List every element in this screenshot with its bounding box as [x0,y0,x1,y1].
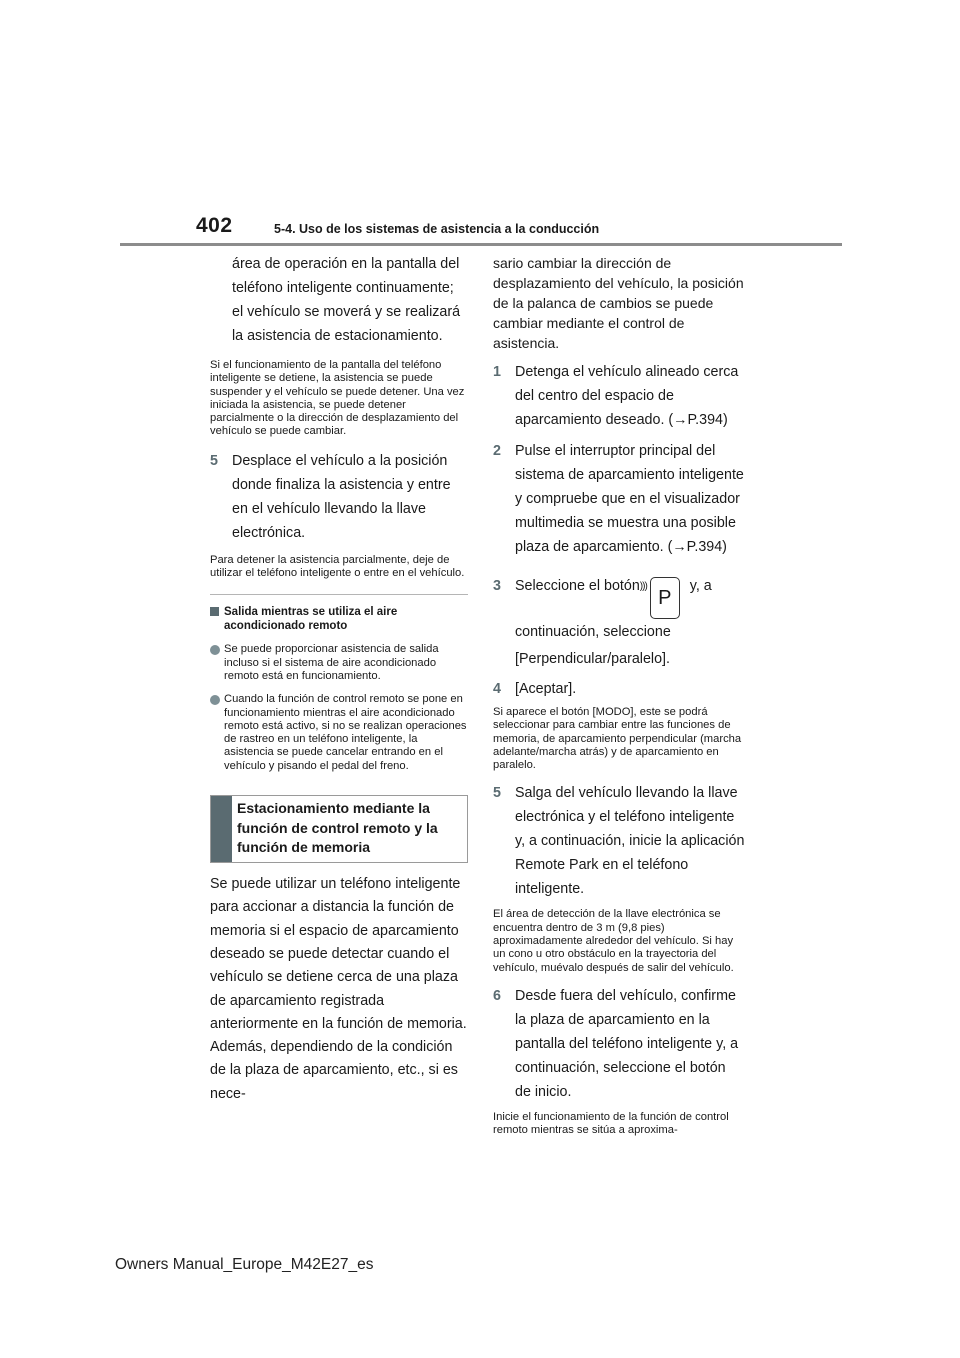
subsection-heading: Salida mientras se utiliza el aire acondicionado remoto [210,605,468,633]
step-number: 5 [493,785,501,802]
intro-continued: sario cambiar la dirección de desplazamiento del vehículo, la posición de la palanca de cambios se puede cambiar mediante el control de asistencia. [493,255,744,351]
step-text: Seleccione el botón [515,578,640,594]
step-4 [493,677,745,701]
note-paragraph: El área de detección de la llave electrónica se encuentra dentro de 3 m (9,8 pies) aproximadamente alrededor del vehículo. Si hay un cono u otro obstáculo en la trayectoria del vehículo, muévalo después de salir del vehículo. [493,908,734,974]
step-number: 1 [493,364,501,380]
circle-bullet-icon [210,645,220,655]
note-paragraph: Si el funcionamiento de la pantalla del teléfono inteligente se detiene, la asistencia se puede suspender y el vehículo se puede detener. Una vez iniciada la asistencia, se puede detener parcialmente o la dirección de desplazamiento del vehículo se puede cambiar. [210,359,465,438]
step-6 [493,984,745,1104]
step-5 [493,781,745,901]
bullet-item: Cuando la función de control remoto se pone en funcionamiento mientras el aire acondicionado remoto está activo, si no se realizan operaciones de rastreo en un teléfono inteligente, la asistencia se puede cancelar entrando en el vehículo y pisando el pedal del freno. [210,693,468,773]
step-2 [493,439,745,559]
note-paragraph: Inicie el funcionamiento de la función de control remoto mientras se sitúa a aproxima- [493,1110,729,1137]
step-number: 4 [493,681,501,697]
header-rule [120,243,842,246]
footer-text: Owners Manual_Europe_M42E27_es [115,1256,374,1273]
step-text: y, a continuación, seleccione [Perpendicular/paralelo]. [515,578,712,667]
step-5 [210,449,468,545]
step-text: Salga del vehículo llevando la llave electrónica y el teléfono inteligente y, a continuación, inicie la aplicación Remote Park en el teléfono inteligente. [515,785,745,898]
left-column [210,250,468,1106]
step-text: Desde fuera del vehículo, confirme la plaza de aparcamiento en la pantalla del teléfono inteligente y, a continuación, seleccione el botón de inicio. [515,987,739,1100]
divider [210,594,468,595]
note-paragraph: Para detener la asistencia parcialmente, deje de utilizar el teléfono inteligente o entre en el vehículo. [210,553,465,580]
square-bullet-icon [210,607,219,616]
step-1 [493,360,745,432]
continued-text: área de operación en la pantalla del teléfono inteligente continuamente; el vehículo se moverá y se realizará la asistencia de estacionamiento. [232,256,461,344]
bullet-item: Se puede proporcionar asistencia de salida incluso si el sistema de aire acondicionado remoto está en funcionamiento. [210,643,468,683]
note-paragraph: Si aparece el botón [MODO], este se podrá seleccionar para cambiar entre las funciones de memoria, de aparcamiento perpendicular (marcha adelante/marcha atrás) y de aparcamiento en paralelo. [493,706,742,772]
remote-park-button-icon: ))) P [650,577,680,619]
step-3 [493,573,745,673]
step-number: 2 [493,443,501,459]
right-column [493,250,745,1138]
step-text: Detenga el vehículo alineado cerca del centro del espacio de aparcamiento deseado. (→P.394) [515,364,739,428]
section-title: 5-4. Uso de los sistemas de asistencia a la conducción [274,222,600,236]
step-number: 5 [210,452,218,469]
step-number: 6 [493,987,501,1004]
step-text: Desplace el vehículo a la posición donde finaliza la asistencia y entre en el vehículo llevando la llave electrónica. [232,452,451,541]
page-number: 402 [196,214,233,237]
step-text: Pulse el interruptor principal del sistema de aparcamiento inteligente y compruebe que en el visualizador multimedia se muestra una posible plaza de aparcamiento. (→P.394) [515,443,744,555]
section-heading: Estacionamiento mediante la función de control remoto y la función de memoria [237,800,438,856]
heading-bar [211,796,232,862]
circle-bullet-icon [210,695,220,705]
step-number: 3 [493,578,501,594]
section-heading-box [210,795,468,863]
step-text: [Aceptar]. [515,681,577,697]
intro-paragraph: Se puede utilizar un teléfono inteligente para accionar a distancia la función de memoria si el espacio de aparcamiento deseado se puede detectar cuando el vehículo se detiene cerca de una plaza de aparcamiento registrada anteriormente en la función de memoria. Además, dependiendo de la condición de la plaza de aparcamiento, etc., si es nece- [210,876,467,1102]
